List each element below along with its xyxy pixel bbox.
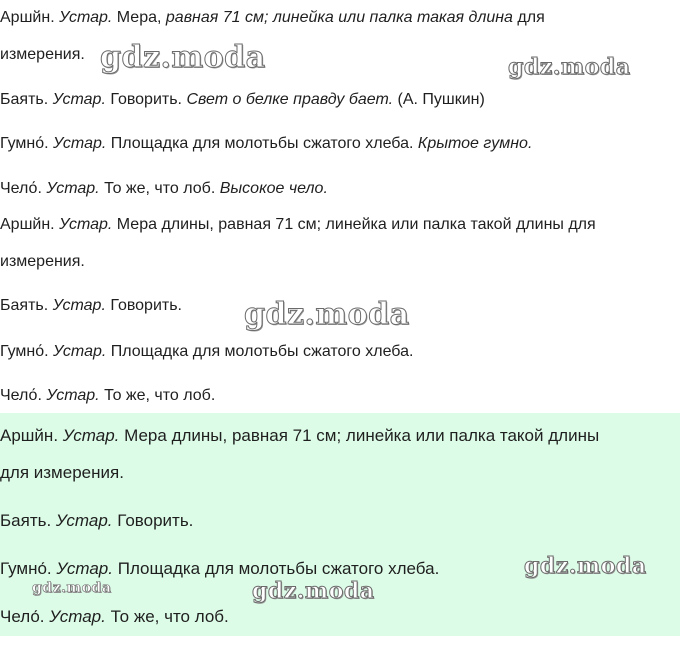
watermark: gdz.moda bbox=[100, 40, 266, 75]
entry-gumno-2: Гумно́. Устар. Площадка для молотьбы сжатого хлеба. bbox=[0, 343, 414, 360]
entry-bayat-1: Баять. Устар. Говорить. Свет о белке правду бает. (А. Пушкин) bbox=[0, 91, 485, 108]
entry-chelo-2: Чело́. Устар. То же, что лоб. bbox=[0, 387, 216, 404]
watermark: gdz.moda bbox=[32, 580, 112, 596]
entry-chelo-3: Чело́. Устар. То же, что лоб. bbox=[0, 607, 229, 626]
entry-arshin-2-cont: измерения. bbox=[0, 253, 85, 270]
entry-gumno-1: Гумно́. Устар. Площадка для молотьбы сжатого хлеба. Крытое гумно. bbox=[0, 135, 533, 152]
entry-arshin-1-cont: измерения. bbox=[0, 46, 85, 63]
watermark: gdz.moda bbox=[508, 54, 631, 80]
entry-bayat-3: Баять. Устар. Говорить. bbox=[0, 511, 194, 530]
watermark: gdz.moda bbox=[252, 578, 375, 604]
watermark: gdz.moda bbox=[524, 553, 647, 579]
entry-bayat-2: Баять. Устар. Говорить. bbox=[0, 297, 182, 314]
entry-arshin-3: Аршйн. Устар. Мера длины, равная 71 см; линейка или палка такой длины bbox=[0, 426, 600, 445]
entry-chelo-1: Чело́. Устар. То же, что лоб. Высокое чело. bbox=[0, 180, 328, 197]
watermark: gdz.moda bbox=[244, 297, 410, 332]
entry-gumno-3: Гумно́. Устар. Площадка для молотьбы сжатого хлеба. bbox=[0, 559, 440, 578]
entry-arshin-3-cont: для измерения. bbox=[0, 463, 124, 482]
entry-arshin-2: Аршйн. Устар. Мера длины, равная 71 см; линейка или палка такой длины для bbox=[0, 216, 596, 233]
entry-arshin-1: Аршйн. Устар. Мера, равная 71 см; линейка или палка такая длина для bbox=[0, 9, 545, 26]
